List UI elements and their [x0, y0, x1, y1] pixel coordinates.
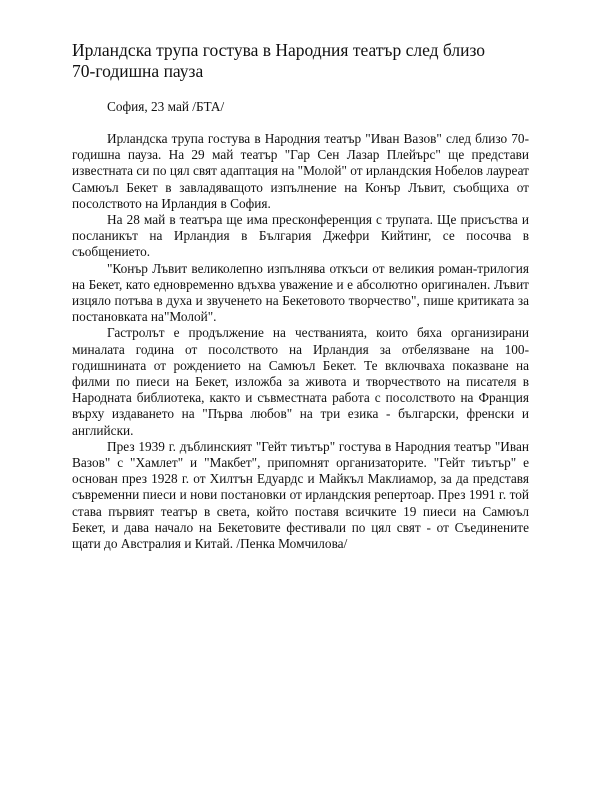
article-paragraph: Ирландска трупа гостува в Народния театър "Иван Вазов" след близо 70-годишна пауза. На 29 май театър "Гар Сен Лазар Плейърс" ще представи известната си по цял свят адаптация на "Молой" от ирландския Нобелов лауреат Самюъл Бекет в завладяващото изпълнение на Конър Лъвит, съобщиха от посолството на Ирландия в София.	[72, 131, 529, 211]
article-paragraph: През 1939 г. дъблинският "Гейт тиътър" гостува в Народния театър "Иван Вазов" с "Хамлет" и "Макбет", припомнят организаторите. "Гейт тиътър" е основан през 1928 г. от Хилтън Едуардс и Майкъл Маклиамор, за да представя съвременни пиеси и нови постановки от ирландския репертоар. През 1991 г. той става първият театър в света, който поставя всичките 19 пиеси на Самюъл Бекет, и дава начало на Бекетовите фестивали по цял свят - от Съединените щати до Австралия и Китай. /Пенка Момчилова/	[72, 438, 529, 552]
article-dateline: София, 23 май /БТА/	[107, 99, 225, 114]
article-title: Ирландска трупа гостува в Народния театър след близо 70-годишна пауза	[72, 40, 486, 81]
article-body	[72, 131, 529, 552]
article-paragraph: На 28 май в театъра ще има пресконференция с трупата. Ще присъства и посланикът на Ирландия в България Джефри Кийтинг, се посочва в съобщението.	[72, 212, 529, 260]
article-paragraph: Гастролът е продължение на честванията, които бяха организирани миналата година от посолството на Ирландия за отбелязване на 100-годишнината от рождението на Самюъл Бекет. Те включваха показване на филми по пиеси на Бекет, изложба за живота и творчеството на писателя в Народната библиотека, както и съвместната работа с посолството на Франция върху издаването на "Първа любов" на три езика - български, френски и английски.	[72, 325, 529, 438]
article-paragraph: "Конър Лъвит великолепно изпълнява откъси от великия роман-трилогия на Бекет, като едновременно вдъхва уважение и е абсолютно оригинален. Лъвит изцяло потъва в духа и звученето на Бекетовото творчество", пише критиката за постановката на"Молой".	[72, 260, 529, 325]
